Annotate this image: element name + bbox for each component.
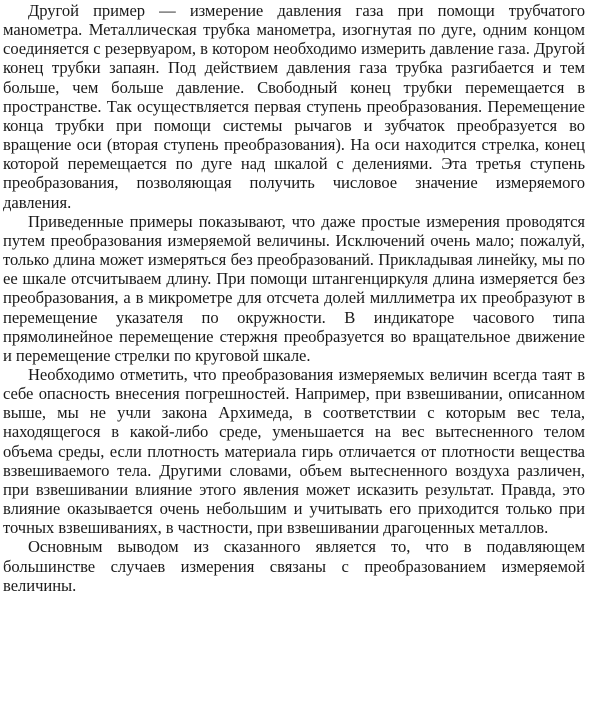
document-page bbox=[3, 1, 585, 595]
paragraph-4: Основным выводом из сказанного является то, что в подавляющем большинстве случаев измерения связаны с преобразованием измеряемой величины. bbox=[3, 537, 585, 595]
paragraph-2: Приведенные примеры показывают, что даже простые измерения проводятся путем преобразования измеряемой величины. Исключений очень мало; пожалуй, только длина может измеряться без преобразований. Прикладывая линейку, мы по ее шкале отсчитываем длину. При помощи штангенциркуля длина измеряется без преобразования, а в микрометре для отсчета долей миллиметра их преобразуют в перемещение указателя по окружности. В индикаторе часового типа прямолинейное перемещение стержня преобразуется во вращательное движение и перемещение стрелки по круговой шкале. bbox=[3, 211, 585, 365]
paragraph-3: Необходимо отметить, что преобразования измеряемых величин всегда таят в себе опасность внесения погрешностей. Например, при взвешивании, описанном выше, мы не учли закона Архимеда, в соответствии с которым вес тела, находящегося в какой-либо среде, уменьшается на вес вытесненного телом объема среды, если плотность материала гирь отличается от плотности вещества взвешиваемого тела. Другими словами, объем вытесненного воздуха различен, при взвешивании влияние этого явления может исказить результат. Правда, это влияние оказывается очень небольшим и учитывать его приходится только при точных взвешиваниях, в частности, при взвешивании драгоценных металлов. bbox=[3, 364, 585, 538]
paragraph-1: Другой пример — измерение давления газа при помощи трубчатого манометра. Металлическая трубка манометра, изогнутая по дуге, одним концом соединяется с резервуаром, в котором необходимо измерить давление газа. Другой конец трубки запаян. Под действием давления газа трубка разгибается и тем больше, чем больше давление. Свободный конец трубки перемещается в пространстве. Так осуществляется первая ступень преобразования. Перемещение конца трубки при помощи системы рычагов и зубчаток преобразуется во вращение оси (вторая ступень преобразования). На оси находится стрелка, конец которой перемещается по дуге над шкалой с делениями. Эта третья ступень преобразования, позволяющая получить числовое значение измеряемого давления. bbox=[3, 1, 585, 212]
